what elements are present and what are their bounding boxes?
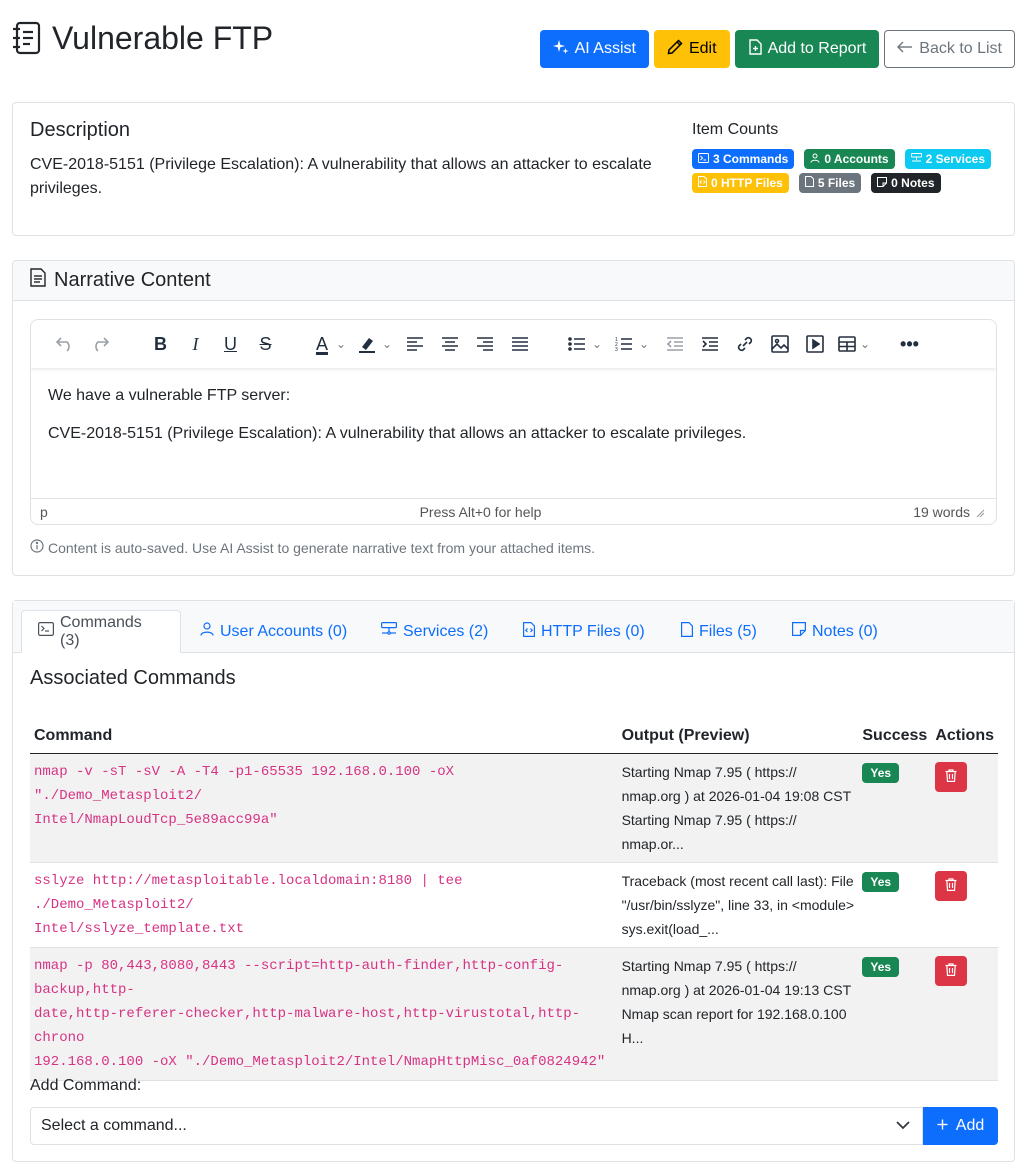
terminal-icon — [38, 622, 54, 641]
success-badge: Yes — [862, 763, 899, 783]
items-tabs — [13, 601, 1014, 653]
output-line: nmap.or... — [621, 835, 684, 852]
success-cell — [858, 862, 931, 947]
associated-commands-heading: Associated Commands — [30, 667, 236, 689]
files-count-label: 5 Files — [817, 176, 856, 190]
element-path[interactable]: p — [40, 503, 48, 520]
editor-toolbar — [31, 320, 996, 368]
tab-files-label: Files (5) — [699, 622, 757, 640]
ai-assist-label: AI Assist — [574, 40, 636, 57]
add-to-report-button[interactable] — [735, 30, 880, 68]
align-justify-icon[interactable] — [502, 330, 537, 358]
align-left-icon[interactable] — [397, 330, 432, 358]
resize-handle-icon[interactable] — [976, 504, 984, 520]
command-cell — [30, 862, 618, 947]
command-line: sslyze http://metasploitable.localdomain:8180 | tee ./Demo_Metasploit2/ — [34, 872, 463, 913]
outdent-icon[interactable] — [657, 330, 692, 358]
commands-table — [30, 719, 998, 1081]
arrow-left-icon — [897, 40, 913, 59]
align-center-icon[interactable] — [432, 330, 467, 358]
sticky-note-icon — [792, 622, 806, 641]
files-count-badge — [799, 173, 861, 193]
accounts-count-label: 0 Accounts — [824, 152, 889, 166]
description-card — [12, 102, 1015, 236]
narrative-heading: Narrative Content — [54, 269, 211, 291]
command-line: nmap -p 80,443,8080,8443 --script=http-auth-finder,http-config-backup,http- — [34, 957, 564, 998]
http-files-count-badge — [692, 173, 789, 193]
hdd-network-icon — [381, 622, 397, 641]
tab-http-files-label: HTTP Files (0) — [541, 622, 645, 640]
file-code-icon — [523, 622, 535, 642]
item-counts-title: Item Counts — [692, 121, 779, 138]
description-heading: Description — [30, 119, 131, 141]
add-command-row — [30, 1107, 998, 1145]
tab-commands[interactable] — [21, 610, 181, 653]
actions-cell — [931, 862, 998, 947]
journal-text-icon — [12, 20, 42, 56]
output-line: Nmap scan report for 192.168.0.100 — [621, 1005, 847, 1022]
edit-button[interactable] — [654, 30, 730, 68]
italic-icon[interactable]: I — [192, 333, 199, 354]
plus-icon — [937, 1117, 948, 1135]
output-cell — [618, 862, 859, 947]
output-line: nmap.org ) at 2026-01-04 19:08 CST — [621, 787, 852, 804]
notes-count-label: 0 Notes — [891, 176, 935, 190]
bullet-list-icon[interactable]: ⌄ — [563, 330, 607, 358]
success-cell — [858, 753, 931, 862]
info-icon — [30, 539, 44, 556]
indent-icon[interactable] — [692, 330, 727, 358]
svg-text:3: 3 — [614, 347, 618, 352]
align-right-icon[interactable] — [467, 330, 502, 358]
tab-commands-label: Commands (3) — [60, 613, 142, 649]
tab-services[interactable] — [365, 610, 504, 653]
tab-services-label: Services (2) — [403, 622, 489, 640]
table-header-row — [30, 719, 998, 753]
highlight-icon[interactable]: ⌄ — [353, 330, 397, 358]
file-icon — [681, 622, 693, 642]
file-icon — [805, 176, 814, 190]
file-plus-icon — [748, 39, 762, 60]
output-cell — [618, 753, 859, 862]
svg-text:1: 1 — [614, 337, 618, 343]
services-count-label: 2 Services — [925, 152, 985, 166]
output-line: Traceback (most recent call last): File — [621, 872, 854, 889]
back-to-list-button[interactable] — [884, 30, 1015, 68]
word-count — [913, 504, 984, 520]
editor-statusbar — [31, 498, 996, 524]
hdd-network-icon — [911, 152, 922, 166]
bold-icon[interactable]: B — [154, 333, 167, 354]
output-line: nmap.org ) at 2026-01-04 19:13 CST — [621, 981, 852, 998]
sticky-note-icon — [877, 176, 887, 190]
command-select-value: Select a command... — [41, 1117, 187, 1134]
image-icon[interactable] — [762, 330, 797, 358]
output-line: H... — [621, 1029, 644, 1046]
text-color-icon[interactable]: A ⌄ — [315, 333, 347, 354]
command-line: date,http-referer-checker,http-malware-host,http-virustotal,http-chrono — [34, 1005, 581, 1046]
trash-icon — [945, 765, 957, 789]
svg-text:2: 2 — [614, 342, 618, 348]
delete-button[interactable] — [935, 956, 967, 986]
back-to-list-label: Back to List — [919, 40, 1002, 57]
add-command-label-text: Add — [955, 1117, 985, 1134]
editor-content[interactable] — [31, 368, 996, 452]
more-icon[interactable]: ••• — [900, 333, 919, 354]
output-line: "/usr/bin/sslyze", line 33, in <module> — [621, 896, 855, 913]
command-line: Intel/sslyze_template.txt — [34, 920, 245, 937]
terminal-icon — [698, 152, 709, 166]
http-files-count-label: 0 HTTP Files — [711, 176, 783, 190]
output-line: sys.exit(load_... — [621, 920, 719, 937]
file-text-icon — [30, 268, 46, 293]
output-line: Starting Nmap 7.95 ( https:// — [621, 957, 797, 974]
command-line: 192.168.0.100 -oX "./Demo_Metasploit2/Intel/NmapHttpMisc_0af0824942" — [34, 1053, 606, 1070]
editor-help-text: Press Alt+0 for help — [419, 503, 542, 520]
chevron-down-icon — [896, 1117, 910, 1135]
command-line: Intel/NmapLoudTcp_5e89acc99a" — [34, 811, 278, 828]
word-count-label[interactable]: 19 words — [913, 503, 970, 520]
numbered-list-icon[interactable]: 1 2 3 ⌄ — [614, 337, 650, 352]
redo-icon[interactable] — [82, 330, 117, 358]
trash-icon — [945, 959, 957, 983]
page-title-group — [12, 18, 273, 58]
success-badge: Yes — [862, 872, 899, 892]
command-select[interactable] — [30, 1107, 923, 1145]
sparkle-icon — [553, 39, 569, 60]
page-header — [12, 18, 1015, 70]
success-cell — [858, 947, 931, 1080]
trash-icon — [945, 874, 957, 898]
table-icon[interactable]: ⌄ — [832, 330, 876, 358]
narrative-paragraph: CVE-2018-5151 (Privilege Escalation): A vulnerability that allows an attacker to escalate privileges. — [48, 425, 747, 442]
output-line: Starting Nmap 7.95 ( https:// — [621, 811, 797, 828]
command-cell — [30, 753, 618, 862]
command-line: nmap -v -sT -sV -A -T4 -p1-65535 192.168.0.100 -oX "./Demo_Metasploit2/ — [34, 763, 455, 804]
tab-http-files[interactable] — [507, 610, 661, 653]
add-command-label: Add Command: — [30, 1077, 142, 1094]
actions-cell — [931, 947, 998, 1080]
undo-icon[interactable] — [47, 330, 82, 358]
output-cell — [618, 947, 859, 1080]
description-text: CVE-2018-5151 (Privilege Escalation): A vulnerability that allows an attacker to escalate privileges. — [30, 156, 652, 197]
page-title: Vulnerable FTP — [52, 20, 274, 56]
tab-files[interactable] — [665, 610, 773, 653]
narrative-card — [12, 260, 1015, 576]
tab-notes[interactable] — [776, 610, 894, 653]
ai-assist-button[interactable] — [540, 30, 649, 68]
strikethrough-icon[interactable]: S — [259, 333, 272, 354]
narrative-header — [13, 261, 1014, 301]
file-code-icon — [698, 176, 707, 190]
underline-icon[interactable]: U — [224, 333, 237, 354]
header-actions — [540, 30, 1015, 68]
tab-notes-label: Notes (0) — [812, 622, 878, 640]
accounts-count-badge — [804, 149, 894, 169]
item-count-badges — [692, 149, 992, 193]
narrative-paragraph: We have a vulnerable FTP server: — [48, 387, 291, 404]
success-badge: Yes — [862, 957, 899, 977]
edit-label: Edit — [688, 40, 717, 57]
autosave-note — [30, 539, 595, 556]
delete-button[interactable] — [935, 871, 967, 901]
rich-text-editor[interactable] — [30, 319, 997, 525]
column-header: Actions — [931, 719, 998, 753]
command-cell — [30, 947, 618, 1080]
items-tab-card — [12, 600, 1015, 1162]
actions-cell — [931, 753, 998, 862]
link-icon[interactable] — [727, 330, 762, 358]
tab-user-accounts[interactable] — [184, 610, 363, 653]
table-row — [30, 862, 998, 947]
tab-user-accounts-label: User Accounts (0) — [220, 622, 348, 640]
add-to-report-label: Add to Report — [767, 40, 867, 57]
services-count-badge — [905, 149, 991, 169]
person-icon — [200, 622, 214, 641]
commands-count-label: 3 Commands — [713, 152, 789, 166]
column-header: Command — [30, 719, 618, 753]
item-counts — [692, 121, 992, 193]
table-row — [30, 753, 998, 862]
table-row — [30, 947, 998, 1080]
media-icon[interactable] — [797, 330, 832, 358]
column-header: Success — [858, 719, 931, 753]
autosave-text: Content is auto-saved. Use AI Assist to generate narrative text from your attached items. — [48, 539, 596, 556]
delete-button[interactable] — [935, 762, 967, 792]
add-command-button[interactable] — [923, 1107, 998, 1145]
output-line: Starting Nmap 7.95 ( https:// — [621, 763, 797, 780]
commands-count-badge — [692, 149, 794, 169]
person-icon — [810, 152, 820, 166]
pencil-icon — [667, 39, 683, 60]
notes-count-badge — [871, 173, 940, 193]
column-header: Output (Preview) — [618, 719, 859, 753]
